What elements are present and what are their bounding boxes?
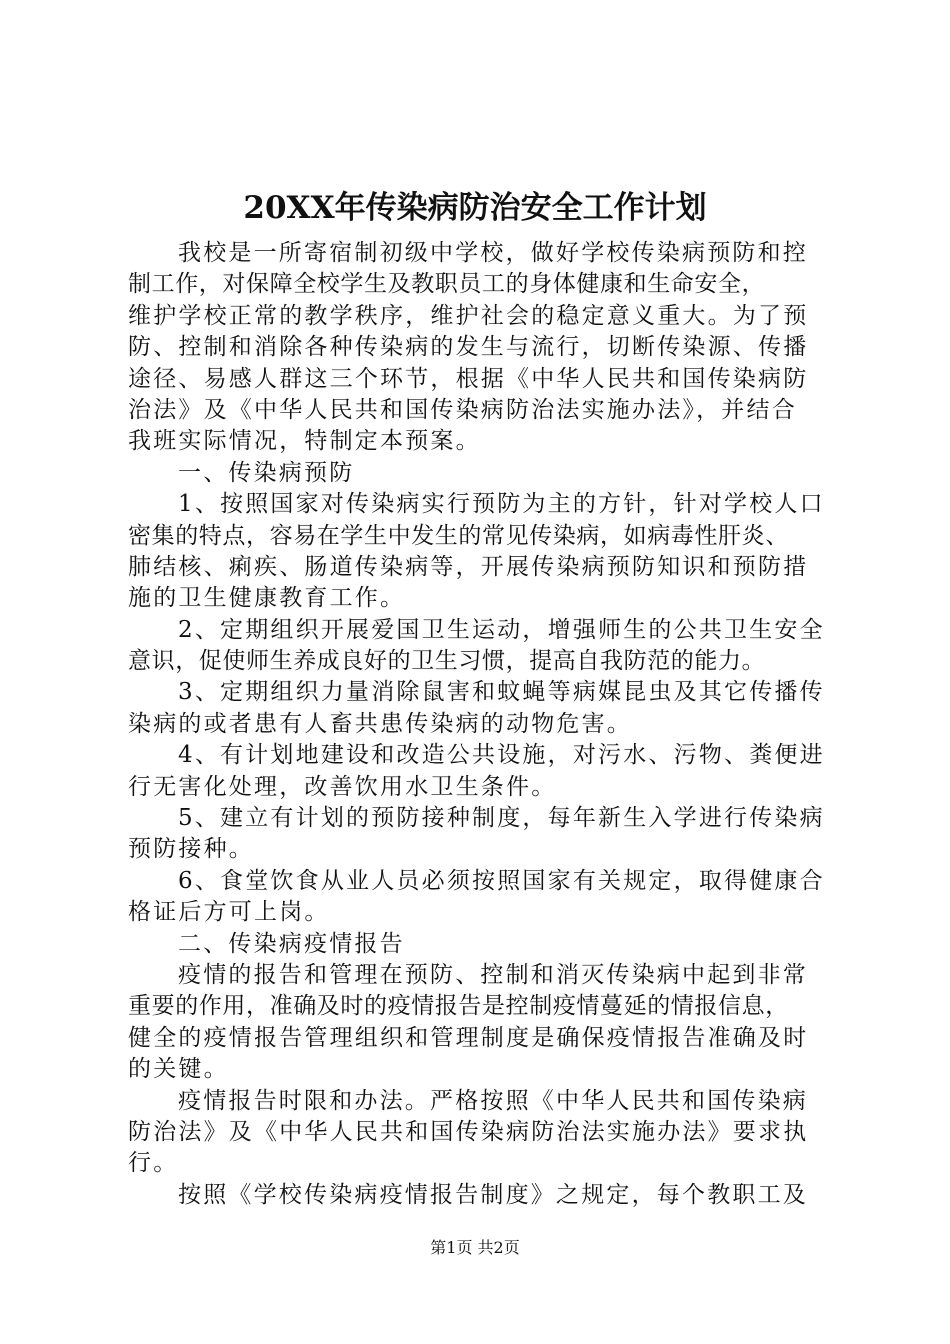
paragraph-line: 行。 [128,1150,179,1177]
paragraph-line: 重要的作用，准确及时的疫情报告是控制疫情蔓延的情报信息， [128,993,789,1020]
paragraph-line: 疫情报告时限和办法。严格按照《中华人民共和国传染病 [178,1087,808,1114]
paragraph-line: 施的卫生健康教育工作。 [128,585,406,612]
paragraph-line: 密集的特点，容易在学生中发生的常见传染病，如病毒性肝炎、 [128,522,789,549]
paragraph-line: 制工作，对保障全校学生及教职员工的身体健康和生命安全， [128,271,766,298]
paragraph-line: 治法》及《中华人民共和国传染病防治法实施办法》，并结合 [128,396,797,423]
paragraph-line: 防治法》及《中华人民共和国传染病防治法实施办法》要求执 [128,1118,809,1145]
paragraph-line: 6、食堂饮食从业人员必须按照国家有关规定，取得健康合 [178,867,825,894]
section-heading: 二、传染病疫情报告 [178,930,405,957]
page-number-footer: 第1页 共2页 [430,1238,520,1257]
paragraph-line: 按照《学校传染病疫情报告制度》之规定，每个教职工及 [178,1181,808,1208]
paragraph-line: 的关键。 [128,1056,229,1083]
document-body [128,238,828,1211]
paragraph-line: 我班实际情况，特制定本预案。 [128,428,481,455]
paragraph-line: 健全的疫情报告管理组织和管理制度是确保疫情报告准确及时 [128,1024,809,1051]
paragraph-line: 我校是一所寄宿制初级中学校，做好学校传染病预防和控 [178,240,808,266]
section-heading: 一、传染病预防 [178,459,355,486]
paragraph-line: 染病的或者患有人畜共患传染病的动物危害。 [128,710,632,737]
paragraph-line: 途径、易感人群这三个环节，根据《中华人民共和国传染病防 [128,365,809,392]
paragraph-line: 预防接种。 [128,836,254,863]
paragraph-line: 5、建立有计划的预防接种制度，每年新生入学进行传染病 [178,805,825,832]
paragraph-line: 防、控制和消除各种传染病的发生与流行，切断传染源、传播 [128,334,809,361]
paragraph-line: 3、定期组织力量消除鼠害和蚊蝇等病媒昆虫及其它传播传 [178,679,825,706]
paragraph-line: 1、按照国家对传染病实行预防为主的方针，针对学校人口 [178,491,825,518]
paragraph-line: 肺结核、痢疾、肠道传染病等，开展传染病预防知识和预防措 [128,553,809,580]
paragraph-line: 2、定期组织开展爱国卫生运动，增强师生的公共卫生安全 [178,616,825,643]
paragraph-line: 意识，促使师生养成良好的卫生习惯，提高自我防范的能力。 [128,648,766,675]
document-title: 20XX年传染病防治安全工作计划 [243,190,707,226]
paragraph-line: 维护学校正常的教学秩序，维护社会的稳定意义重大。为了预 [128,302,809,329]
paragraph-line: 疫情的报告和管理在预防、控制和消灭传染病中起到非常 [178,961,808,988]
paragraph-line: 4、有计划地建设和改造公共设施，对污水、污物、粪便进 [178,742,825,769]
paragraph-line: 行无害化处理，改善饮用水卫生条件。 [128,773,557,800]
paragraph-line: 格证后方可上岗。 [128,899,330,926]
